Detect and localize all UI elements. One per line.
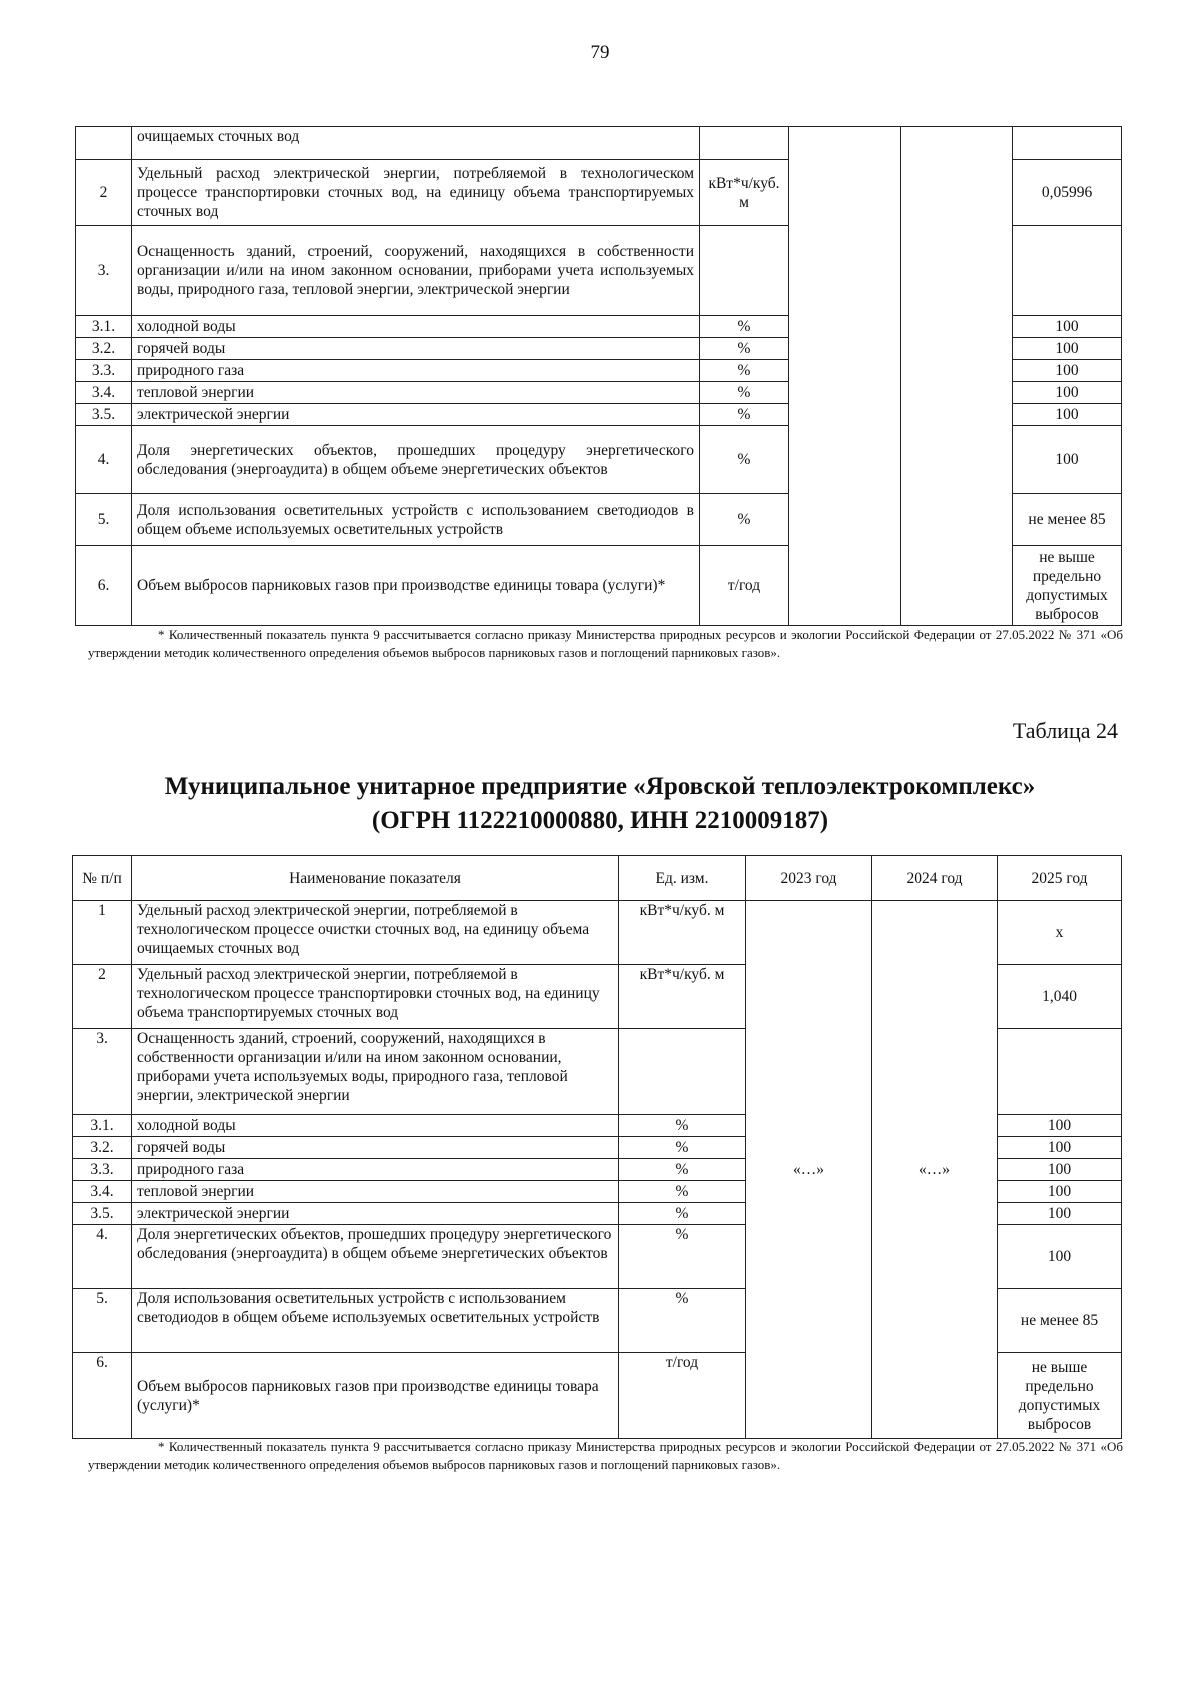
row-number: 1 xyxy=(73,901,132,965)
unit-cell: % xyxy=(619,1289,746,1353)
footnote: * Количественный показатель пункта 9 рассчитывается согласно приказу Министерства природных ресурсов и экологии Российской Федерации от 27.05.2022 № 371 «Об утверждении методик количественного определения объемов выбросов парниковых газов и поглощений парниковых газов». xyxy=(88,627,1123,660)
row-number xyxy=(76,127,132,160)
organization-title xyxy=(0,770,1200,838)
indicator-name: горячей воды xyxy=(132,1137,619,1159)
unit-cell: кВт*ч/куб. м xyxy=(619,901,746,965)
table-header-row xyxy=(73,856,1122,901)
indicator-name: электрической энергии xyxy=(132,1203,619,1225)
row-number: 2 xyxy=(73,965,132,1029)
unit-cell: т/год xyxy=(700,546,789,626)
value-cell: 100 xyxy=(1013,404,1122,426)
header-unit: Ед. изм. xyxy=(619,856,746,901)
indicator-name: тепловой энергии xyxy=(132,1181,619,1203)
value-cell: х xyxy=(998,901,1122,965)
row-number: 6. xyxy=(73,1353,132,1439)
value-cell: 100 xyxy=(1013,360,1122,382)
page-number: 79 xyxy=(590,42,610,63)
value-cell: 100 xyxy=(1013,338,1122,360)
value-cell: 100 xyxy=(998,1203,1122,1225)
row-number: 3.3. xyxy=(76,360,132,382)
unit-cell xyxy=(619,1029,746,1115)
indicator-name: горячей воды xyxy=(132,338,700,360)
value-cell: не менее 85 xyxy=(998,1289,1122,1353)
row-number: 3.4. xyxy=(73,1181,132,1203)
table-label: Таблица 24 xyxy=(1012,718,1118,743)
unit-cell: % xyxy=(619,1181,746,1203)
unit-cell: % xyxy=(700,316,789,338)
unit-cell: % xyxy=(619,1159,746,1181)
indicator-name: холодной воды xyxy=(132,1115,619,1137)
row-number: 3.1. xyxy=(76,316,132,338)
unit-cell: т/год xyxy=(619,1353,746,1439)
value-cell: 100 xyxy=(1013,426,1122,494)
year-2023-cell xyxy=(789,127,901,626)
header-year-2025: 2025 год xyxy=(998,856,1122,901)
value-cell: 100 xyxy=(1013,316,1122,338)
unit-cell: % xyxy=(700,426,789,494)
row-number: 2 xyxy=(76,160,132,226)
indicator-name: Доля использования осветительных устройств с использованием светодиодов в общем объеме используемых осветительных устройств xyxy=(132,1289,619,1353)
indicator-name: электрической энергии xyxy=(132,404,700,426)
value-cell: 100 xyxy=(998,1225,1122,1289)
value-cell xyxy=(1013,127,1122,160)
organization-name: Муниципальное унитарное предприятие «Яровской теплоэлектрокомплекс» xyxy=(164,773,1036,800)
unit-cell: кВт*ч/куб. м xyxy=(619,965,746,1029)
indicator-name: Оснащенность зданий, строений, сооружений, находящихся в собственности организации и/или на ином законном основании, приборами учета используемых воды, природного газа, тепловой энергии, электрической энергии xyxy=(132,1029,619,1115)
row-number: 3.5. xyxy=(73,1203,132,1225)
indicator-name: тепловой энергии xyxy=(132,382,700,404)
organization-ids: (ОГРН 1122210000880, ИНН 2210009187) xyxy=(371,807,829,834)
indicator-name: Объем выбросов парниковых газов при производстве единицы товара (услуги)* xyxy=(132,546,700,626)
header-year-2023: 2023 год xyxy=(746,856,872,901)
header-year-2024: 2024 год xyxy=(872,856,998,901)
unit-cell: % xyxy=(619,1115,746,1137)
row-number: 6. xyxy=(76,546,132,626)
indicator-name: природного газа xyxy=(132,1159,619,1181)
header-indicator-name: Наименование показателя xyxy=(132,856,619,901)
unit-cell: кВт*ч/куб. м xyxy=(700,160,789,226)
value-cell: 100 xyxy=(998,1181,1122,1203)
row-number: 4. xyxy=(73,1225,132,1289)
row-number: 3.5. xyxy=(76,404,132,426)
row-number: 4. xyxy=(76,426,132,494)
value-cell: 100 xyxy=(998,1159,1122,1181)
unit-cell xyxy=(700,226,789,316)
indicator-name: Объем выбросов парниковых газов при производстве единицы товара (услуги)* xyxy=(132,1353,619,1439)
row-number: 5. xyxy=(73,1289,132,1353)
indicator-name: Удельный расход электрической энергии, потребляемой в технологическом процессе очистки сточных вод, на единицу объема очищаемых сточных вод xyxy=(132,901,619,965)
unit-cell: % xyxy=(700,360,789,382)
indicator-name: холодной воды xyxy=(132,316,700,338)
value-cell: 100 xyxy=(998,1115,1122,1137)
footnote: * Количественный показатель пункта 9 рассчитывается согласно приказу Министерства природных ресурсов и экологии Российской Федерации от 27.05.2022 № 371 «Об утверждении методик количественного определения объемов выбросов парниковых газов и поглощений парниковых газов». xyxy=(88,1439,1123,1472)
indicator-name: Удельный расход электрической энергии, потребляемой в технологическом процессе транспортировки сточных вод, на единицу объема транспортируемых сточных вод xyxy=(132,965,619,1029)
indicator-name: Удельный расход электрической энергии, потребляемой в технологическом процессе транспортировки сточных вод, на единицу объема транспортируемых сточных вод xyxy=(132,160,700,226)
value-cell xyxy=(998,1029,1122,1115)
indicator-name: Доля использования осветительных устройств с использованием светодиодов в общем объеме используемых осветительных устройств xyxy=(132,494,700,546)
row-number: 3.4. xyxy=(76,382,132,404)
unit-cell xyxy=(700,127,789,160)
value-cell: 1,040 xyxy=(998,965,1122,1029)
indicator-name: природного газа xyxy=(132,360,700,382)
year-2023-merged-cell: «…» xyxy=(746,901,872,1439)
value-cell: 100 xyxy=(998,1137,1122,1159)
value-cell: не выше предельно допустимых выбросов xyxy=(998,1353,1122,1439)
unit-cell: % xyxy=(619,1203,746,1225)
row-number: 3.2. xyxy=(76,338,132,360)
value-cell: не менее 85 xyxy=(1013,494,1122,546)
table-row xyxy=(73,901,1122,965)
value-cell: не выше предельно допустимых выбросов xyxy=(1013,546,1122,626)
table-row xyxy=(76,127,1122,160)
row-number: 3. xyxy=(76,226,132,316)
indicator-name: очищаемых сточных вод xyxy=(132,127,700,160)
indicator-name: Оснащенность зданий, строений, сооружений, находящихся в собственности организации и/или на ином законном основании, приборами учета используемых воды, природного газа, тепловой энергии, электрической энергии xyxy=(132,226,700,316)
year-2024-cell xyxy=(901,127,1013,626)
unit-cell: % xyxy=(700,382,789,404)
row-number: 3.3. xyxy=(73,1159,132,1181)
value-cell: 100 xyxy=(1013,382,1122,404)
unit-cell: % xyxy=(700,494,789,546)
unit-cell: % xyxy=(619,1137,746,1159)
indicator-name: Доля энергетических объектов, прошедших процедуру энергетического обследования (энергоаудита) в общем объеме энергетических объектов xyxy=(132,426,700,494)
year-2024-merged-cell: «…» xyxy=(872,901,998,1439)
row-number: 5. xyxy=(76,494,132,546)
indicator-name: Доля энергетических объектов, прошедших процедуру энергетического обследования (энергоаудита) в общем объеме энергетических объектов xyxy=(132,1225,619,1289)
unit-cell: % xyxy=(619,1225,746,1289)
header-number: № п/п xyxy=(73,856,132,901)
row-number: 3.2. xyxy=(73,1137,132,1159)
unit-cell: % xyxy=(700,404,789,426)
row-number: 3. xyxy=(73,1029,132,1115)
unit-cell: % xyxy=(700,338,789,360)
value-cell xyxy=(1013,226,1122,316)
indicators-table-24 xyxy=(72,855,1122,1439)
indicators-table-continued xyxy=(75,126,1122,626)
row-number: 3.1. xyxy=(73,1115,132,1137)
value-cell: 0,05996 xyxy=(1013,160,1122,226)
